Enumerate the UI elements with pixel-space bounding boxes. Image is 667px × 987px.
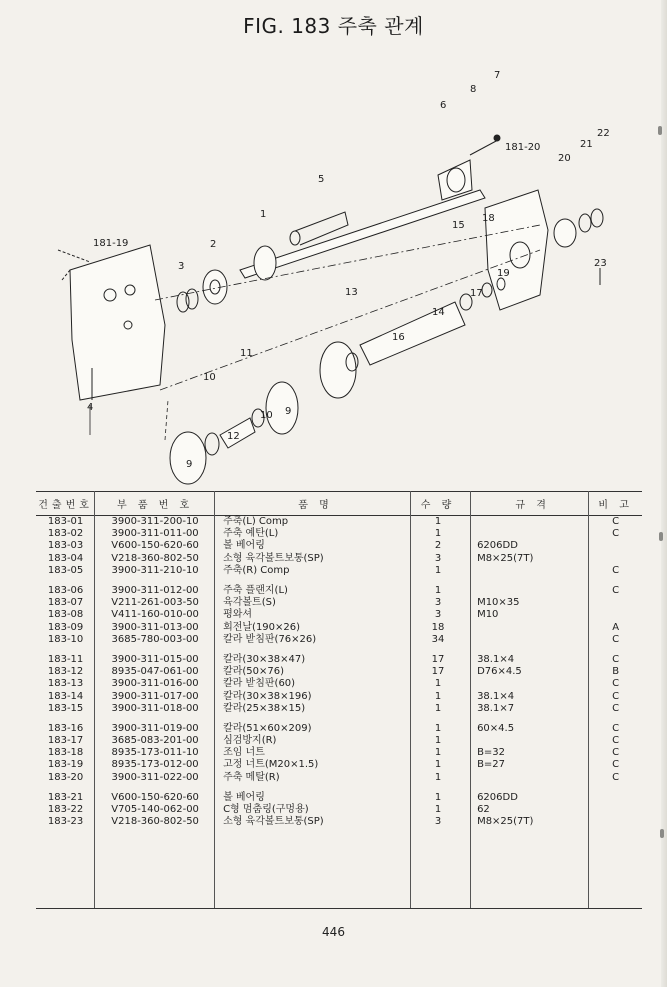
cell-quantity: 3 bbox=[434, 609, 442, 621]
callout-17: 17 bbox=[470, 288, 483, 299]
cell-spec: M8×25(7T) bbox=[477, 816, 534, 828]
cell-spec bbox=[467, 528, 589, 540]
cell-quantity: 34 bbox=[431, 633, 445, 645]
cell-remark: C bbox=[612, 722, 620, 734]
disc-9b bbox=[170, 432, 206, 484]
cell-part-name: 칼라 받침판(76×26) bbox=[223, 633, 317, 645]
callout-181-19: 181-19 bbox=[93, 238, 129, 249]
cell-remark: C bbox=[612, 690, 620, 702]
callout-5: 5 bbox=[318, 174, 325, 185]
cell-remark: C bbox=[612, 585, 620, 597]
cell-part-name: 칼라 받침판(60) bbox=[223, 678, 296, 690]
cell-part-no: 3900-311-019-00 bbox=[111, 722, 199, 734]
cell-part-name: 칼라(30×38×196) bbox=[223, 690, 312, 702]
cell-spec: 38.1×7 bbox=[477, 702, 515, 714]
cell-part-no: 3900-311-012-00 bbox=[111, 585, 199, 597]
cell-quantity: 1 bbox=[434, 735, 442, 747]
cell-figure-no: 183-23 bbox=[47, 816, 84, 828]
callout-1: 1 bbox=[260, 209, 267, 220]
callout-10a: 10 bbox=[203, 372, 216, 383]
cell-figure-no: 183-05 bbox=[47, 564, 84, 576]
cell-part-name: 칼라(25×38×15) bbox=[223, 702, 306, 714]
callout-8: 8 bbox=[470, 84, 477, 95]
callout-22: 22 bbox=[597, 128, 610, 139]
callout-18: 18 bbox=[482, 213, 495, 224]
cell-spec: M8×25(7T) bbox=[477, 552, 534, 564]
cell-part-no: 3900-311-022-00 bbox=[111, 771, 199, 783]
callout-11: 11 bbox=[240, 348, 253, 359]
cell-part-name: 주축 예탄(L) bbox=[223, 528, 279, 540]
cell-quantity: 2 bbox=[434, 540, 442, 552]
group-spacer bbox=[36, 784, 642, 792]
table-row bbox=[36, 666, 642, 678]
cell-quantity: 1 bbox=[434, 678, 442, 690]
cell-remark: C bbox=[612, 564, 620, 576]
table-row bbox=[36, 585, 642, 597]
cell-part-no: 8935-173-011-10 bbox=[111, 747, 199, 759]
cell-part-name: 고정 너트(M20×1.5) bbox=[223, 759, 319, 771]
cell-part-name: 회전날(190×26) bbox=[223, 621, 301, 633]
cell-spec: 62 bbox=[477, 804, 490, 816]
cell-quantity: 1 bbox=[434, 690, 442, 702]
cell-figure-no: 183-07 bbox=[47, 597, 84, 609]
table-row bbox=[36, 816, 642, 828]
column-divider bbox=[588, 491, 589, 909]
disc-9 bbox=[266, 382, 298, 434]
cell-remark: C bbox=[612, 516, 620, 528]
header-part-no: 부 품 번 호 bbox=[95, 492, 215, 516]
table-row bbox=[36, 723, 642, 735]
table-row bbox=[36, 609, 642, 621]
cell-part-name: 심검방지(R) bbox=[223, 735, 277, 747]
cell-part-no: 3900-311-015-00 bbox=[111, 653, 199, 665]
callout-21: 21 bbox=[580, 139, 593, 150]
cell-quantity: 1 bbox=[434, 516, 442, 528]
cell-figure-no: 183-09 bbox=[47, 621, 84, 633]
callout-14: 14 bbox=[432, 307, 445, 318]
column-divider bbox=[470, 491, 471, 909]
cell-quantity: 1 bbox=[434, 528, 442, 540]
callout-15: 15 bbox=[452, 220, 465, 231]
group-spacer bbox=[36, 577, 642, 585]
table-row bbox=[36, 792, 642, 804]
cell-part-no: 3900-311-017-00 bbox=[111, 690, 199, 702]
cell-part-no: V218-360-802-50 bbox=[111, 552, 199, 564]
callout-19: 19 bbox=[497, 268, 510, 279]
cell-part-no: 8935-047-061-00 bbox=[111, 666, 199, 678]
cell-quantity: 1 bbox=[434, 771, 442, 783]
parts-list-table bbox=[36, 491, 642, 828]
header-spec: 규 격 bbox=[467, 492, 589, 516]
cell-spec: M10 bbox=[477, 609, 499, 621]
table-row bbox=[36, 735, 642, 747]
cell-spec bbox=[467, 634, 589, 646]
table-row bbox=[36, 553, 642, 565]
table-row bbox=[36, 622, 642, 634]
cell-part-name: 칼라(50×76) bbox=[223, 666, 285, 678]
cell-remark bbox=[589, 553, 642, 565]
page-title: FIG. 183 주축 관계 bbox=[243, 14, 424, 38]
parts-list-body bbox=[36, 516, 642, 829]
cell-part-no: V218-360-802-50 bbox=[111, 816, 199, 828]
cell-part-no: V411-160-010-00 bbox=[111, 609, 199, 621]
cell-part-no: 3900-311-200-10 bbox=[111, 516, 199, 528]
column-divider bbox=[410, 491, 411, 909]
cell-figure-no: 183-14 bbox=[47, 690, 84, 702]
right-housing bbox=[485, 190, 548, 310]
cell-remark: C bbox=[612, 702, 620, 714]
callout-20: 20 bbox=[558, 153, 571, 164]
cell-part-name: 칼라(30×38×47) bbox=[223, 653, 306, 665]
callout-10b: 10 bbox=[260, 410, 273, 421]
cell-spec: 38.1×4 bbox=[477, 653, 515, 665]
callout-12: 12 bbox=[227, 431, 240, 442]
cell-part-name: 볼 베어링 bbox=[223, 791, 265, 803]
table-row bbox=[36, 678, 642, 690]
cell-figure-no: 183-12 bbox=[47, 666, 84, 678]
cell-part-name: 주축(L) Comp bbox=[223, 516, 289, 528]
cell-spec: 60×4.5 bbox=[477, 722, 515, 734]
header-figure-no: 건출번호 bbox=[36, 492, 95, 516]
cell-figure-no: 183-18 bbox=[47, 747, 84, 759]
cell-figure-no: 183-21 bbox=[47, 791, 84, 803]
callout-6: 6 bbox=[440, 100, 447, 111]
cell-part-name: 소형 육각볼트보통(SP) bbox=[223, 552, 324, 564]
cell-remark: C bbox=[612, 633, 620, 645]
table-row bbox=[36, 540, 642, 552]
cell-remark: C bbox=[612, 678, 620, 690]
cell-quantity: 1 bbox=[434, 702, 442, 714]
cell-spec bbox=[467, 516, 589, 529]
cell-figure-no: 183-06 bbox=[47, 585, 84, 597]
cell-figure-no: 183-16 bbox=[47, 722, 84, 734]
cell-quantity: 3 bbox=[434, 597, 442, 609]
cell-part-no: 3900-311-013-00 bbox=[111, 621, 199, 633]
table-row bbox=[36, 772, 642, 784]
cell-spec: 6206DD bbox=[477, 791, 518, 803]
cell-part-no: 3685-780-003-00 bbox=[111, 633, 199, 645]
cell-remark: C bbox=[612, 528, 620, 540]
table-header-row bbox=[36, 492, 642, 516]
cell-part-name: 주축 플랜지(L) bbox=[223, 585, 288, 597]
cell-figure-no: 183-10 bbox=[47, 633, 84, 645]
table-row bbox=[36, 747, 642, 759]
cell-remark bbox=[589, 816, 642, 828]
cell-quantity: 18 bbox=[431, 621, 445, 633]
group-spacer bbox=[36, 715, 642, 723]
cell-figure-no: 183-11 bbox=[47, 653, 84, 665]
page-number: 446 bbox=[322, 925, 345, 939]
cell-part-name: 주축 메탈(R) bbox=[223, 771, 280, 783]
cell-part-name: 주축(R) Comp bbox=[223, 564, 290, 576]
callout-9a: 9 bbox=[285, 406, 292, 417]
cell-remark: C bbox=[612, 747, 620, 759]
table-row bbox=[36, 703, 642, 715]
cell-figure-no: 183-17 bbox=[47, 735, 84, 747]
group-spacer bbox=[36, 646, 642, 654]
callout-23: 23 bbox=[594, 258, 607, 269]
cell-part-no: V600-150-620-60 bbox=[111, 540, 199, 552]
cell-figure-no: 183-08 bbox=[47, 609, 84, 621]
cell-part-no: 3900-311-018-00 bbox=[111, 702, 199, 714]
cell-part-name: 육각볼트(S) bbox=[223, 597, 276, 609]
part-1 bbox=[254, 246, 276, 280]
table-row bbox=[36, 690, 642, 702]
cell-part-name: 평와셔 bbox=[223, 609, 253, 621]
table-row bbox=[36, 759, 642, 771]
scan-speck bbox=[659, 532, 663, 541]
cell-figure-no: 183-01 bbox=[47, 516, 84, 528]
cell-part-no: 3900-311-016-00 bbox=[111, 678, 199, 690]
cell-quantity: 1 bbox=[434, 791, 442, 803]
table-row bbox=[36, 654, 642, 666]
cell-part-no: V705-140-062-00 bbox=[111, 804, 199, 816]
cell-figure-no: 183-13 bbox=[47, 678, 84, 690]
exploded-parts-diagram bbox=[0, 40, 667, 485]
header-quantity: 수 량 bbox=[409, 492, 467, 516]
cell-remark: C bbox=[612, 771, 620, 783]
cell-remark bbox=[589, 804, 642, 816]
cell-quantity: 1 bbox=[434, 804, 442, 816]
cell-figure-no: 183-02 bbox=[47, 528, 84, 540]
cell-figure-no: 183-19 bbox=[47, 759, 84, 771]
callout-16: 16 bbox=[392, 332, 405, 343]
cell-part-name: 칼라(51×60×209) bbox=[223, 722, 312, 734]
cell-remark: A bbox=[612, 621, 620, 633]
cell-part-no: 3900-311-011-00 bbox=[111, 528, 199, 540]
callout-13: 13 bbox=[345, 287, 358, 298]
cell-remark bbox=[589, 540, 642, 552]
cell-quantity: 3 bbox=[434, 552, 442, 564]
lower-shaft-14 bbox=[360, 302, 465, 365]
cell-part-name: C형 멈춤링(구멍용) bbox=[223, 804, 309, 816]
callout-9b: 9 bbox=[186, 459, 193, 470]
header-part-name: 품 명 bbox=[215, 492, 409, 516]
table-row bbox=[36, 597, 642, 609]
cell-spec: D76×4.5 bbox=[477, 666, 522, 678]
callout-3: 3 bbox=[178, 261, 185, 272]
cell-part-name: 조임 너트 bbox=[223, 747, 265, 759]
cell-remark: C bbox=[612, 735, 620, 747]
table-row bbox=[36, 516, 642, 529]
cell-part-no: 3900-311-210-10 bbox=[111, 564, 199, 576]
cell-part-no: 3685-083-201-00 bbox=[111, 735, 199, 747]
cell-quantity: 1 bbox=[434, 722, 442, 734]
cell-remark bbox=[589, 609, 642, 621]
cell-spec bbox=[467, 772, 589, 784]
cell-spec: M10×35 bbox=[477, 597, 520, 609]
cell-quantity: 17 bbox=[431, 653, 445, 665]
cell-remark: C bbox=[612, 653, 620, 665]
table-row bbox=[36, 634, 642, 646]
cell-part-no: V600-150-620-60 bbox=[111, 791, 199, 803]
table-bottom-rule bbox=[36, 908, 642, 909]
cell-remark: B bbox=[612, 666, 620, 678]
cell-figure-no: 183-22 bbox=[47, 804, 84, 816]
callout-2: 2 bbox=[210, 239, 217, 250]
cell-part-no: 8935-173-012-00 bbox=[111, 759, 199, 771]
header-remarks: 비 고 bbox=[589, 492, 642, 516]
column-divider bbox=[94, 491, 95, 909]
cell-quantity: 17 bbox=[431, 666, 445, 678]
table-row bbox=[36, 804, 642, 816]
disc-large bbox=[320, 342, 356, 398]
callout-4: 4 bbox=[87, 402, 94, 413]
left-housing bbox=[70, 245, 165, 400]
cell-quantity: 1 bbox=[434, 585, 442, 597]
cell-remark: C bbox=[612, 759, 620, 771]
cell-quantity: 1 bbox=[434, 759, 442, 771]
column-divider bbox=[214, 491, 215, 909]
scan-speck bbox=[658, 126, 662, 135]
cell-spec: 6206DD bbox=[477, 540, 518, 552]
cell-spec bbox=[467, 735, 589, 747]
cell-spec: B=32 bbox=[477, 747, 506, 759]
cell-part-no: V211-261-003-50 bbox=[111, 597, 199, 609]
table-row bbox=[36, 565, 642, 577]
cell-part-name: 볼 베어링 bbox=[223, 540, 265, 552]
cell-remark bbox=[589, 597, 642, 609]
cell-remark bbox=[589, 792, 642, 804]
callout-7: 7 bbox=[494, 70, 501, 81]
long-shaft bbox=[240, 190, 485, 278]
cell-quantity: 1 bbox=[434, 564, 442, 576]
cell-part-name: 소형 육각볼트보통(SP) bbox=[223, 816, 324, 828]
cell-quantity: 3 bbox=[434, 816, 442, 828]
cell-figure-no: 183-03 bbox=[47, 540, 84, 552]
cell-spec bbox=[467, 678, 589, 690]
cell-figure-no: 183-15 bbox=[47, 702, 84, 714]
table-row bbox=[36, 528, 642, 540]
collar-5 bbox=[290, 231, 300, 245]
cell-figure-no: 183-04 bbox=[47, 552, 84, 564]
cell-quantity: 1 bbox=[434, 747, 442, 759]
cell-spec bbox=[467, 565, 589, 577]
cell-figure-no: 183-20 bbox=[47, 771, 84, 783]
bearing-20 bbox=[554, 219, 576, 247]
cell-spec: B=27 bbox=[477, 759, 506, 771]
cell-spec bbox=[467, 622, 589, 634]
cell-spec: 38.1×4 bbox=[477, 690, 515, 702]
cell-spec bbox=[467, 585, 589, 597]
scan-speck bbox=[660, 829, 664, 838]
callout-181-20: 181-20 bbox=[505, 142, 541, 153]
